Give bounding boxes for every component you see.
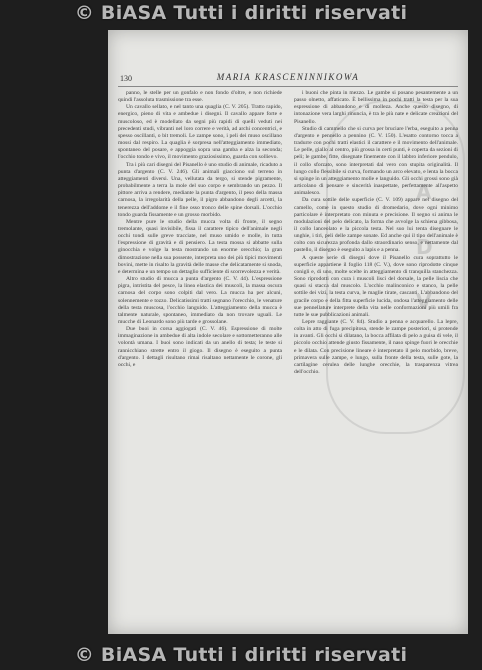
stamp-letter: A (416, 180, 432, 204)
paragraph: Mentre pure le studio della mucca volta di fronte, il segno tremolante, quasi invisibile, fissa il carattere tipico dell'animale negli occhi tondi sulle greve tracciate, nel muso umido e molle, in tutta l'espressione di gravità e di pensiero. La testa mossa si abbatte sulla ginocchia e volge la testa mostrando un enorme orecchio; la gran dimostrazione nella sua possente, interpreta uno dei più tipici movimenti bovini, mette in risalto la gravità delle masse che delicatamente si snoda, e determina e un tempo un dettaglio sufficiente di scorrevolezza e verità. (118, 218, 282, 275)
stamp-letter: D (416, 235, 433, 259)
paragraph: Lepre raggiante (C. V. 84). Studio a penna e acquarello. La lepre, colta in atto di fuga precipitosa, stende le zampe posteriori, si protende in avanti. Gli occhi si dilatano, la bocca affilata di pelo a guisa di vele, il piccolo occhio attende giusto fissamente, il naso spinge fuori le orecchie e le dilata. Con precisione lineare è interpretato il pelo morbido, breve, primavera sulle zampe, e lungo, sulla fronte della testa, sulle gote, la cartilagine cerulea delle lunghe orecchie, la trasparenza vitrea dell'occhio. (294, 319, 458, 376)
text-column-left (118, 90, 282, 620)
book-page (108, 30, 468, 634)
page-number: 130 (120, 74, 132, 83)
paragraph: panno, le stelle per un gonfalo e non fondo d'oltre, e non richiede quindi l'assoluta trasmissione tra esse. (118, 90, 282, 104)
text-column-right (294, 90, 458, 620)
paragraph: i buoni che pinta in mezzo. Le gambe si posano pesantemente a un passo olnetto, affaticato. È bellissima in pochi tratti la testa per la sua espressione di abbandono e di molleza. Anche questo disegno, di intonazione vera larghi rinuncia, è tra le più nate e delicate creazioni del Pisanello. (294, 90, 458, 125)
paragraph: A queste serie di disegni dove il Pisanello cura soprattutto le superficie appartiene il foglio 118 (C. V.), dove sono riprodotte cinque conigli e, di uno, molte scelte in atteggiamento di tranquilla stanchezza. Sono riprodotti con cura i muscoli lisci del dorsale, la pelle liscia che quasi si stacca dal muscolo. L'occhio malinconico e stanco, la pelle sottile dei vizi, la testa curva, le maglie tirate, cascanti. L'abbandono del gracile corpo e della fitta superficie lucida, ondosa l'atteggiamento delle sue pennellature interprete della vita nelle conformazioni più umili fra tutte le sue pubblicazioni animali. (294, 254, 458, 318)
running-title: MARIA KRASCENINNIKOWA (216, 72, 360, 82)
watermark-top: © BiASA Tutti i diritti riservati (74, 2, 408, 24)
paragraph: Studio di cammello che si curva per bruciare l'erba, eseguito a penna d'argento e pennello a pennino (C. V. 150). L'esatto contorno tocca a tradurre con pochi tratti elastici il carattere e il movimento dell'animale. Le pelle, giallo al centro, più grossa in certi punti, è coperta da sezioni di peli; le gambe, fitte, disegnate finemente con il labbro inferiore pendulo, il collo sforzato, sono interpretati dal vero con stupita originalità. Il lungo collo flessibile si curva, formando un arco elevato, e lenta la bocca si spinge in un atteggiamento molle e languido. Gli occhi grossi sono già articolano di pensare e sincerità inaspettate, perfettamente all'aspetto animalesco. (294, 125, 458, 197)
paragraph: Altro studio di mucca a punta d'argento (C. V. 44). L'espressione pigra, intristita del pesce, la linea elastica dei muscoli, la massa oscura carnosa del corpo sono colpiti dal vero. La mucca ha per alcuni, solennemente e tozzo. Delicatissimi tratti segnano l'orecchio, le venature della testa muscosa, l'occhio languido. L'atteggiamento della mucca è talmente naturale, spontaneo, immediato da non trovare uguali. Le mucche di Leonardo sono più tarde e grossolane. (118, 276, 282, 325)
paragraph: Un cavallo sellato, e nel tanto una quaglia (C. V. 205). Tratto rapido, energico, pieno di vita e ambedue i disegni. Il cavallo appare forte e muscoloso, ed è modellato da segni più rapidi di quelli veduti nei precedenti studi, vibranti nel loro correre e verità, ad archi concentrici, e spesso oscillanti, o bit tremoli. Le zampe sono, i peli dei muso oscillano mossi dal respiro. La quaglia è sorpresa nell'atteggiamento immediato, spontaneo del posare, e appoggia sopra una gamba e alza la seconda; l'occhio tondo e vivo, il movimento graziosissimo, guarda con sollievo. (118, 104, 282, 161)
paragraph: Da cura sottile delle superficie (C. V. 109) appare nel disegno del camello, come in questo studio di dromedario, dove ogni minimo particolare è interpretato con minuta e precisione. Il segno si anima le modulazioni del pelo delicato, la forma che avvolge la schiena gibbosa, il collo lanceolato e la piccola testa. Nel suo lui tenta disegnare le unghie, i tiri, peli delle zampe sonate. Ed anche qui il tipo dell'animale è colto con sicurezza profonda dallo straordinario senso, e nettamente dal pastello, il disegno è eseguito a lapis e a penna. (294, 197, 458, 254)
watermark-bottom: © BiASA Tutti i diritti riservati (74, 644, 408, 666)
paragraph: Tra i più cari disegni del Pisanello è uno studio di animale, ricaduto a punta d'argento (C. V. 246). Gli animali giacciono sul terreno in atteggiamenti diversi. Una, vellutata da tergo, si stende pigramente, probabilmente a terra la mole del suo corpo e sembrando un pezzo. Il pittore arriva a rendere, mediante la punta d'argento, il peso della massa carnosa, la irregolarità della pelle, il pigro abbandono degli arcetti, la tenerezza dell'addome e il fine osso tronco delle spine dorsali. L'occhio tondo guarda fissamente e un grosso morbido. (118, 161, 282, 218)
paragraph: Due buoi in corsa aggiogati (C. V. 46). Espressione di molte immaginazione in ambedue di alta indole secolare e sottometteranno alle volontà umana. I buoi sono indicati da un anello di testa; le teste si rannicchiano strette entro il giogo. Il disegno è eseguito a punta d'argento. I dettagli risultano rimai risaltano nettamente le corone, gli occhi, e (118, 326, 282, 368)
stamp-letter: V (416, 290, 432, 314)
header-rule (118, 86, 458, 87)
